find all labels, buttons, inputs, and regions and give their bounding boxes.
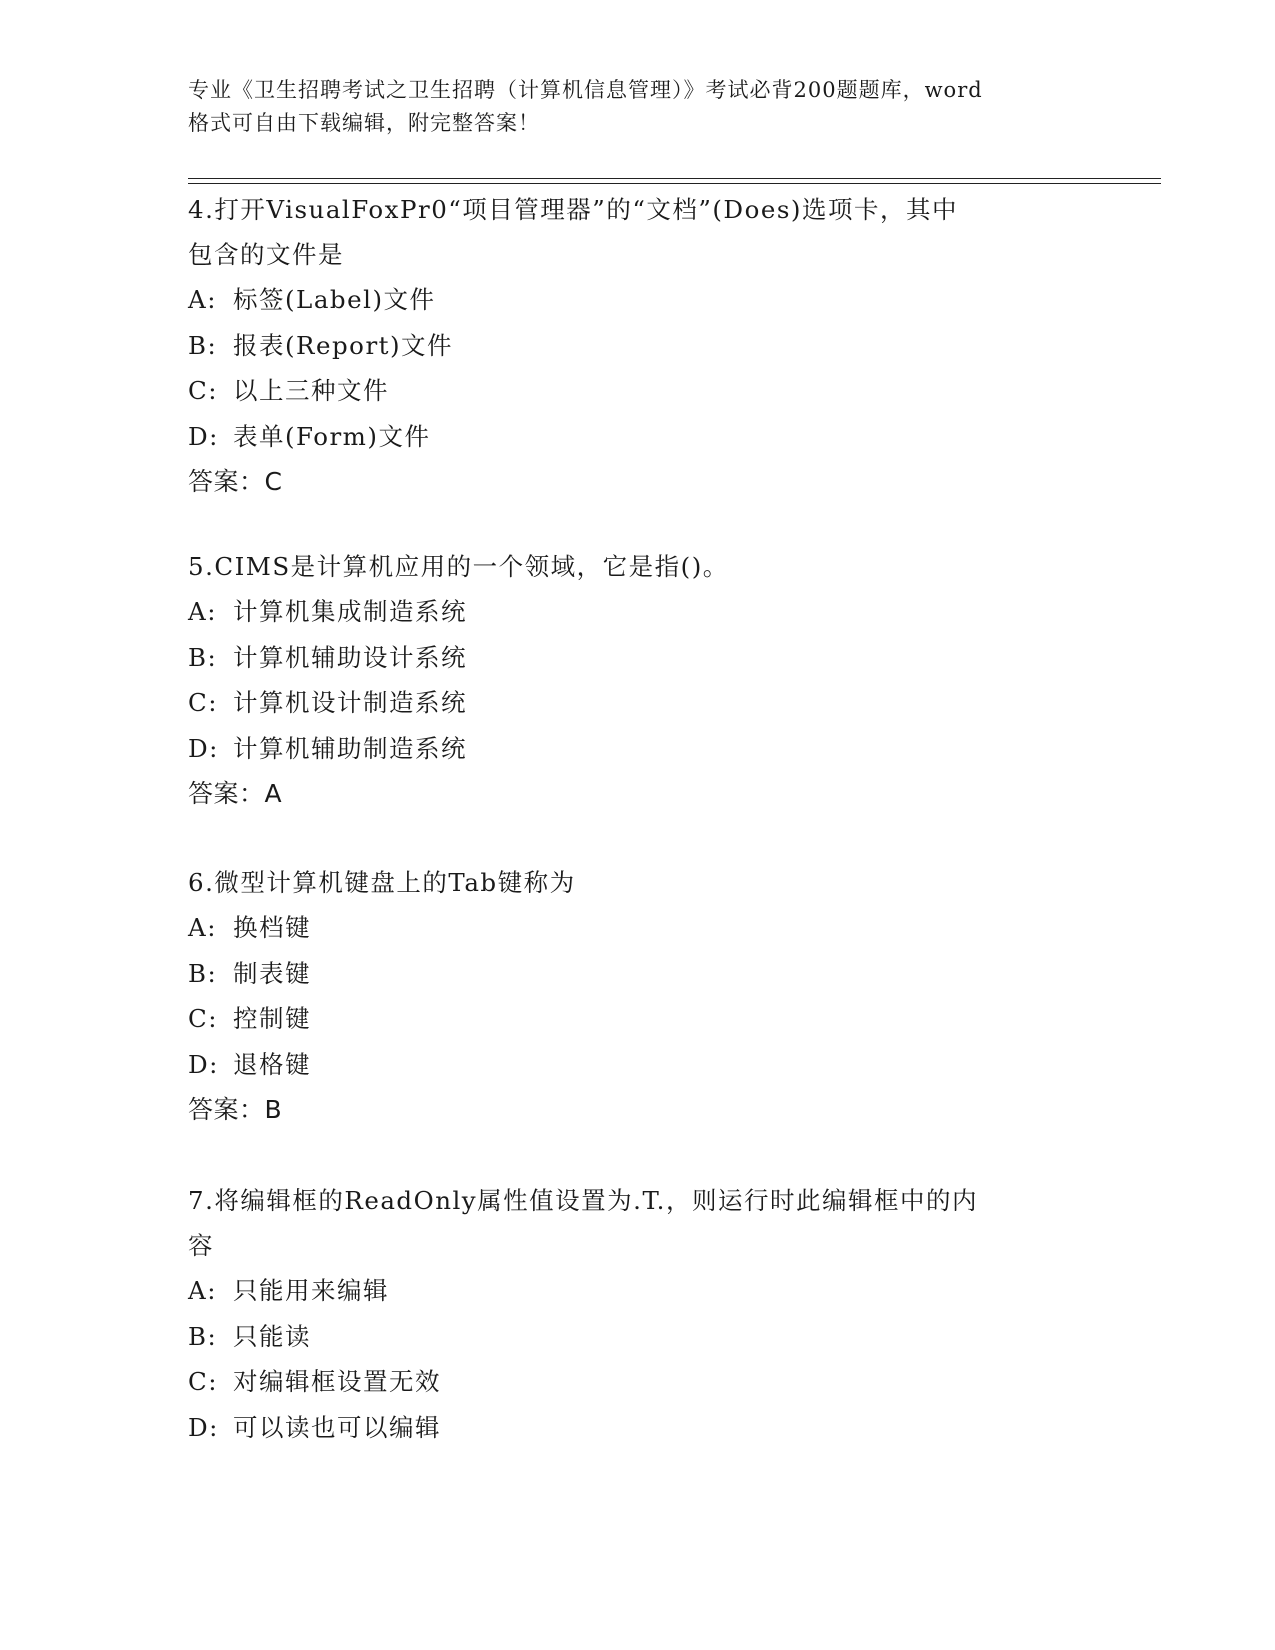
question-text: 4.打开VisualFoxPr0“项目管理器”的“文档”(Does)选项卡，其中 — [188, 195, 958, 224]
question-text: 5.CIMS是计算机应用的一个领域，它是指()。 — [188, 552, 729, 581]
question-7 — [188, 1178, 1088, 1450]
question-5 — [188, 544, 1088, 817]
document-header — [188, 74, 1108, 140]
option-b — [188, 1314, 1088, 1360]
option-text: 控制键 — [233, 1004, 311, 1033]
header-divider-bottom — [188, 183, 1161, 184]
option-text: 计算机辅助制造系统 — [233, 733, 467, 763]
option-letter: A: — [188, 285, 217, 314]
question-text-continued: 容 — [188, 1231, 214, 1260]
question-text: 6.微型计算机键盘上的Tab键称为 — [188, 868, 576, 897]
question-4 — [188, 187, 1088, 505]
option-text: 只能用来编辑 — [233, 1276, 389, 1305]
header-line-1: 专业《卫生招聘考试之卫生招聘（计算机信息管理）》考试必背200题题库，word — [188, 78, 983, 102]
option-text: 只能读 — [233, 1321, 311, 1351]
option-a — [188, 589, 1088, 635]
option-letter: D: — [188, 1049, 219, 1079]
answer: 答案：B — [188, 1095, 283, 1124]
option-text: 标签(Label)文件 — [233, 285, 436, 314]
option-letter: A: — [188, 913, 217, 942]
option-text: 退格键 — [233, 1049, 311, 1079]
option-text: 计算机设计制造系统 — [233, 688, 467, 717]
option-b — [188, 323, 1088, 369]
option-d — [188, 1042, 1088, 1088]
option-letter: A: — [188, 1276, 217, 1305]
option-c — [188, 368, 1088, 414]
option-letter: B: — [188, 642, 218, 672]
option-text: 计算机辅助设计系统 — [233, 642, 467, 672]
header-line-2: 格式可自由下载编辑，附完整答案！ — [188, 111, 540, 135]
option-text: 计算机集成制造系统 — [233, 597, 467, 626]
option-text: 换档键 — [233, 913, 311, 942]
question-text: 7.将编辑框的ReadOnly属性值设置为.T.，则运行时此编辑框中的内 — [188, 1186, 978, 1215]
option-text: 报表(Report)文件 — [233, 330, 454, 360]
option-b — [188, 951, 1088, 997]
option-letter: B: — [188, 958, 218, 988]
option-letter: D: — [188, 421, 219, 451]
option-letter: A: — [188, 597, 217, 626]
option-b — [188, 635, 1088, 681]
option-d — [188, 726, 1088, 772]
option-letter: B: — [188, 1321, 218, 1351]
option-letter: C: — [188, 376, 219, 405]
option-letter: B: — [188, 330, 218, 360]
option-text: 表单(Form)文件 — [233, 421, 431, 451]
option-letter: C: — [188, 688, 219, 717]
answer: 答案：C — [188, 467, 283, 496]
option-letter: C: — [188, 1367, 219, 1396]
option-text: 以上三种文件 — [233, 376, 389, 405]
option-a — [188, 277, 1088, 323]
option-letter: D: — [188, 733, 219, 763]
option-a — [188, 1268, 1088, 1314]
option-text: 可以读也可以编辑 — [233, 1412, 441, 1442]
option-c — [188, 680, 1088, 726]
option-letter: D: — [188, 1412, 219, 1442]
option-c — [188, 996, 1088, 1042]
option-text: 对编辑框设置无效 — [233, 1367, 441, 1396]
question-6 — [188, 860, 1088, 1133]
option-a — [188, 905, 1088, 951]
option-d — [188, 1405, 1088, 1451]
question-text-continued: 包含的文件是 — [188, 240, 344, 269]
option-d — [188, 414, 1088, 460]
header-divider-top — [188, 178, 1161, 179]
option-letter: C: — [188, 1004, 219, 1033]
option-text: 制表键 — [233, 958, 311, 988]
answer: 答案：A — [188, 779, 283, 808]
option-c — [188, 1359, 1088, 1405]
